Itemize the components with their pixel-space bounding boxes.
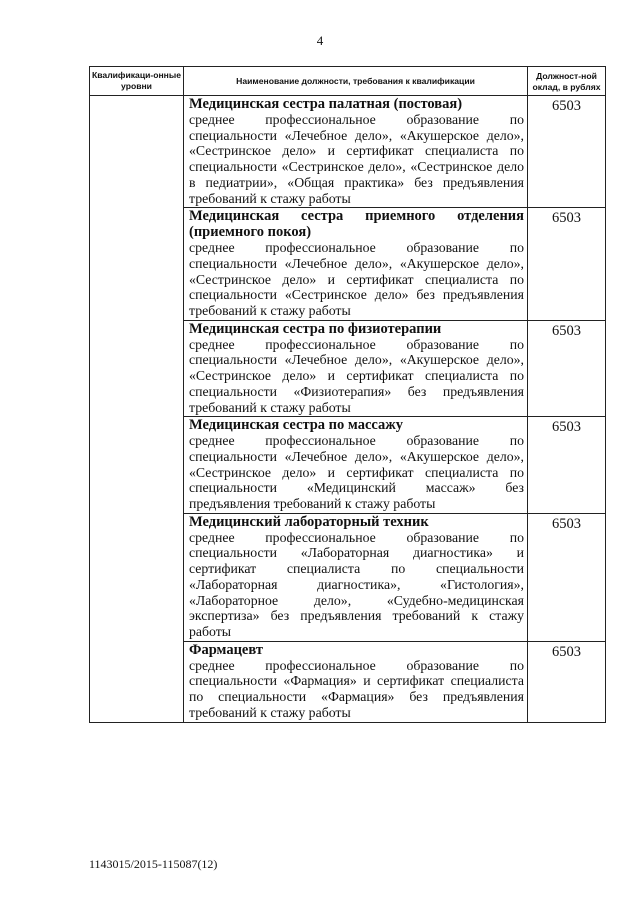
table-row (90, 96, 606, 208)
table-header-row (90, 67, 606, 96)
position-requirements: среднее профессиональное образование по специальности «Лечебное дело», «Акушерское дело», «Сестринское дело» и сертификат специалиста по специальности «Сестринское дело» без предъявления требований к стажу работы (189, 240, 524, 319)
header-position: Наименование должности, требования к квалификации (184, 67, 528, 96)
salary-value: 6503 (528, 96, 606, 208)
position-requirements: среднее профессиональное образование по специальности «Фармация» и сертификат специалиста по специальности «Фармация» без предъявления требований к стажу работы (189, 657, 524, 720)
position-cell (184, 513, 528, 641)
salary-value: 6503 (528, 208, 606, 321)
position-title-continued: (приемного покоя) (189, 224, 312, 241)
header-salary: Должност-ной оклад, в рублях (528, 67, 606, 96)
position-title: Медицинская сестра по массажу (189, 417, 404, 434)
position-requirements: среднее профессиональное образование по специальности «Лечебное дело», «Акушерское дело», «Сестринское дело» и сертификат специалиста по специальности «Сестринское дело», «Сестринское дело в педиатрии», «Общая практика» без предъявления требований к стажу работы (189, 112, 524, 206)
position-cell (184, 208, 528, 321)
salary-value: 6503 (528, 641, 606, 722)
header-level: Квалификаци-онные уровни (90, 67, 184, 96)
qualification-table (89, 66, 606, 723)
position-title: Фармацевт (189, 641, 263, 658)
position-requirements: среднее профессиональное образование по специальности «Лечебное дело», «Акушерское дело», «Сестринское дело» и сертификат специалиста по специальности «Медицинский массаж» без предъявления требований к стажу работы (189, 433, 524, 512)
position-title: Медицинская сестра по физиотерапии (189, 320, 442, 337)
level-cell (90, 96, 184, 723)
page-number: 4 (316, 33, 324, 48)
position-title: Медицинский лабораторный техник (189, 513, 429, 530)
position-requirements: среднее профессиональное образование по специальности «Лабораторная диагностика» и сертификат специалиста по специальности «Лабораторная диагностика», «Гистология», «Лабораторное дело», «Судебно-медицинская экспертиза» без предъявления требований к стажу работы (189, 529, 524, 639)
position-title: Медицинская сестра палатная (постовая) (189, 96, 463, 112)
position-cell (184, 641, 528, 722)
position-cell (184, 320, 528, 417)
salary-value: 6503 (528, 417, 606, 514)
position-cell (184, 96, 528, 208)
document-code: 1143015/2015-115087(12) (89, 857, 218, 871)
position-requirements: среднее профессиональное образование по специальности «Лечебное дело», «Акушерское дело», «Сестринское дело» и сертификат специалиста по специальности «Физиотерапия» без предъявления требований к стажу работы (189, 336, 524, 415)
salary-value: 6503 (528, 320, 606, 417)
salary-value: 6503 (528, 513, 606, 641)
position-cell (184, 417, 528, 514)
position-title: Медицинская сестра приемного отделения (189, 208, 524, 225)
